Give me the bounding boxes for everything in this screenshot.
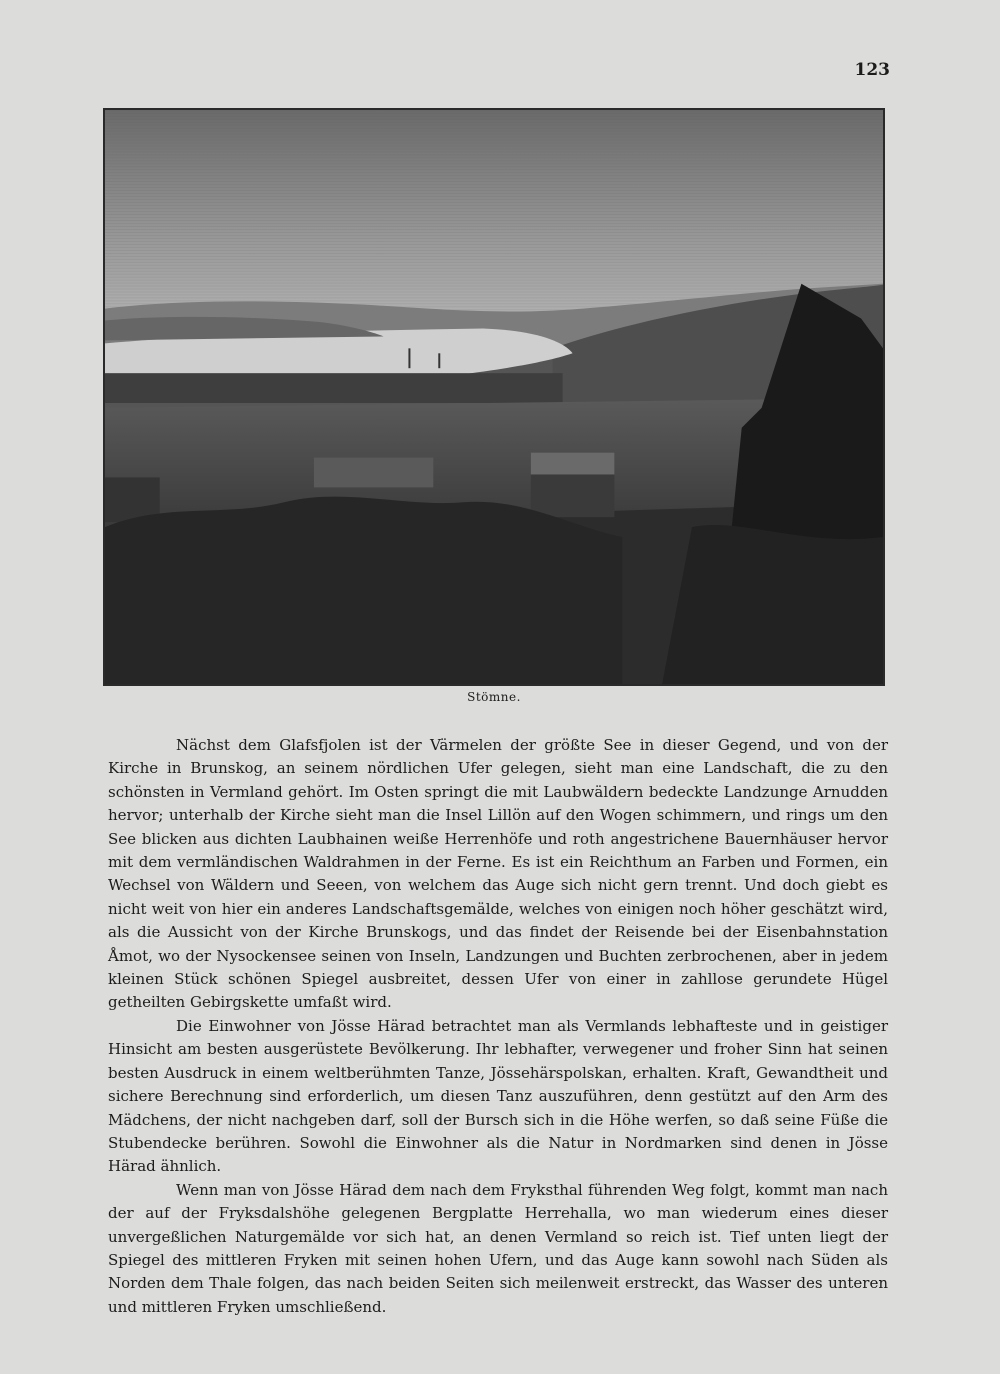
foreground-bushes <box>105 497 622 684</box>
paragraph: Die Einwohner von Jösse Härad betrachtet man als Vermlands lebhafteste und in geistiger Hinsicht am besten ausgerüstete Bevölkerung. Ihr lebhafter, verwegener und froher Sinn hat seinen besten Ausdruck in einem weltberühmten Tanze, Jössehärspolskan, erhalten. Kraft, Gewandtheit und sichere Berechnung sind erforderlich, um diesen Tanz auszuführen, denn gestützt auf den Arm des Mädchens, der nicht nachgeben darf, soll der Bursch sich in die Höhe werfen, so daß seine Füße die Stubendecke berühren. Sowohl die Einwohner als die Natur in Nordmarken sind denen in Jösse Härad ähnlich. <box>108 1016 888 1176</box>
figure-caption: Stömne. <box>467 690 521 704</box>
page-number: 123 <box>854 60 890 80</box>
landscape-engraving <box>103 108 885 686</box>
paragraph: Wenn man von Jösse Härad dem nach dem Fryksthal führenden Weg folgt, kommt man nach der auf der Fryksdalshöhe gelegenen Bergplatte Herrehalla, wo man wiederum eines dieser unvergeßlichen Naturgemälde vor sich hat, an denen Vermland so reich ist. Tief unten liegt der Spiegel des mittleren Fryken mit seinen hohen Ufern, und das Auge kann sowohl nach Süden als Norden dem Thale folgen, das nach beiden Seiten sich meilenweit erstreckt, das Wasser des unteren und mittleren Fryken umschließend. <box>108 1180 888 1316</box>
paragraph: Nächst dem Glafsfjolen ist der Värmelen der größte See in dieser Gegend, und von der Kirche in Brunskog, an seinem nördlichen Ufer gelegen, sieht man eine Landschaft, die zu den schönsten in Vermland gehört. Im Osten springt die mit Laubwäldern bedeckte Landzunge Arnudden hervor; unterhalb der Kirche sieht man die Insel Lillön auf den Wogen schimmern, und rings um den See blicken aus dichten Laubhainen weiße Herrenhöfe und roth angestrichene Bauernhäuser hervor mit dem vermländischen Waldrahmen in der Ferne. Es ist ein Reichthum an Farben und Formen, ein Wechsel von Wäldern und Seeen, von welchem das Auge sich nicht gern trennt. Und doch giebt es nicht weit von hier ein anderes Landschaftsgemälde, welches von einigen noch höher geschätzt wird, als die Aussicht von der Kirche Brunskogs, und das findet der Reisende bei der Eisenbahnstation Åmot, wo der Nysockensee seinen von Inseln, Landzungen und Buchten zerbrochenen, aber in jedem kleinen Stück schönen Spiegel ausbreitet, dessen Ufer von einer in zahllose gerundete Hügel getheilten Gebirgskette umfaßt wird. <box>108 736 888 1012</box>
shoreline-trees <box>105 373 563 403</box>
landscape-illustration <box>105 110 883 684</box>
body-text <box>108 734 888 1319</box>
